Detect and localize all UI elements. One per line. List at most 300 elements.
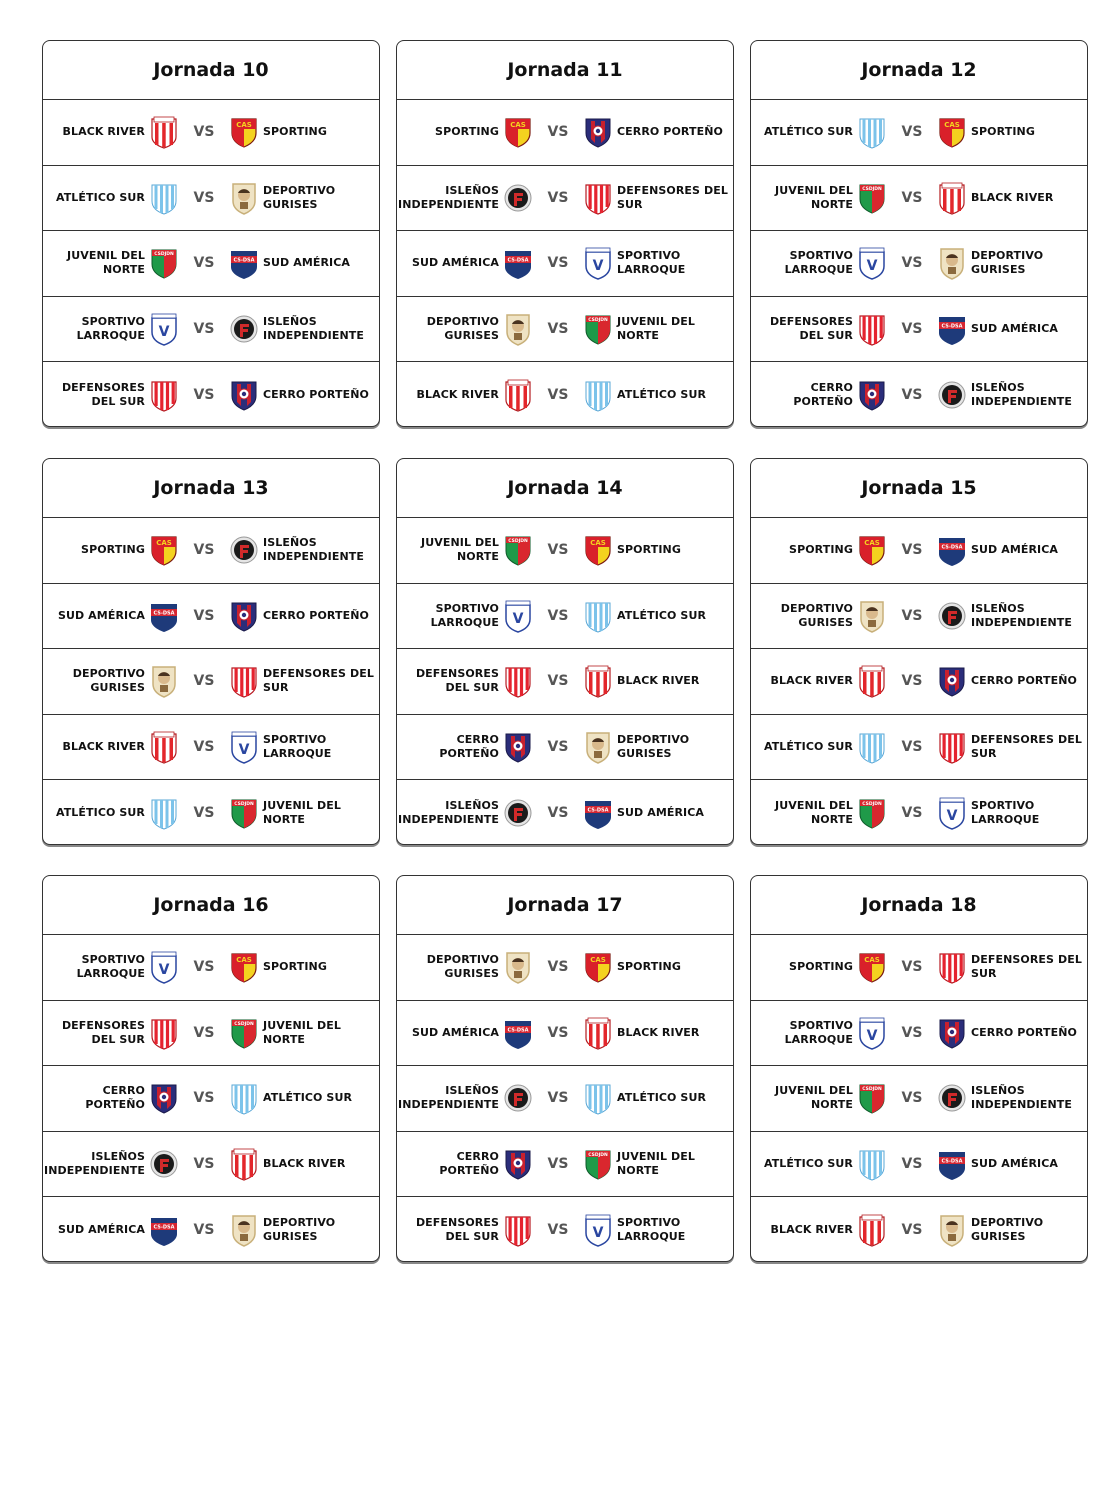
away-team-name: ISLEÑOS INDEPENDIENTE	[971, 1084, 1072, 1112]
sporting-crest-icon	[583, 950, 613, 984]
match-row	[43, 715, 379, 781]
away-team-name: ISLEÑOS INDEPENDIENTE	[263, 536, 364, 564]
defensores-del-sur-crest-icon	[937, 950, 967, 984]
deportivo-gurises-crest-icon	[937, 246, 967, 280]
away-team	[583, 1213, 733, 1247]
match-row	[751, 780, 1087, 845]
home-team	[397, 1081, 533, 1115]
home-team-name: JUVENIL DEL NORTE	[775, 1084, 853, 1112]
home-team-name: SUD AMÉRICA	[57, 1223, 145, 1237]
home-team-name: SPORTIVO LARROQUE	[430, 601, 499, 629]
islenos-independiente-crest-icon	[937, 1081, 967, 1115]
vs-label: VS	[547, 1156, 569, 1173]
islenos-independiente-crest-icon	[229, 533, 259, 567]
black-river-crest-icon	[229, 1147, 259, 1181]
cerro-porteno-crest-icon	[937, 664, 967, 698]
home-team	[751, 664, 887, 698]
away-team-name: CERRO PORTEÑO	[263, 388, 369, 402]
sud-america-crest-icon	[149, 1213, 179, 1247]
vs-label: VS	[547, 542, 569, 559]
away-team	[583, 378, 733, 412]
home-team	[43, 1081, 179, 1115]
vs-label: VS	[547, 255, 569, 272]
round-title: Jornada 12	[751, 41, 1087, 100]
match-row	[43, 780, 379, 845]
home-team-name: ISLEÑOS INDEPENDIENTE	[398, 183, 499, 211]
deportivo-gurises-crest-icon	[937, 1213, 967, 1247]
defensores-del-sur-crest-icon	[937, 730, 967, 764]
vs-label: VS	[193, 124, 215, 141]
home-team-name: SPORTIVO LARROQUE	[76, 953, 145, 981]
home-team	[43, 181, 179, 215]
home-team-name: DEFENSORES DEL SUR	[61, 1018, 145, 1046]
match-row	[397, 1132, 733, 1198]
vs-label: VS	[901, 387, 923, 404]
svg-text:CAS: CAS	[590, 956, 606, 965]
svg-text:CSDJDN: CSDJDN	[862, 1087, 882, 1093]
away-team-name: DEPORTIVO GURISES	[263, 183, 336, 211]
match-row	[397, 362, 733, 427]
home-team	[43, 1147, 179, 1181]
sud-america-crest-icon	[583, 796, 613, 830]
home-team	[751, 1081, 887, 1115]
defensores-del-sur-crest-icon	[583, 181, 613, 215]
juvenil-del-norte-crest-icon	[149, 246, 179, 280]
home-team	[751, 312, 887, 346]
svg-text:CAS: CAS	[590, 539, 606, 548]
vs-label: VS	[547, 607, 569, 624]
away-team	[229, 181, 379, 215]
away-team	[229, 950, 379, 984]
away-team-name: BLACK RIVER	[617, 674, 700, 688]
svg-text:CAS: CAS	[236, 956, 252, 965]
home-team-name: ISLEÑOS INDEPENDIENTE	[44, 1150, 145, 1178]
svg-text:CSDJDN: CSDJDN	[234, 802, 254, 808]
away-team	[937, 1147, 1087, 1181]
away-team-name: DEFENSORES DEL SUR	[971, 953, 1082, 981]
away-team	[583, 796, 733, 830]
round-card	[42, 458, 380, 845]
away-team-name: JUVENIL DEL NORTE	[263, 799, 341, 827]
away-team-name: SPORTING	[617, 960, 681, 974]
vs-label: VS	[901, 1090, 923, 1107]
vs-label: VS	[901, 959, 923, 976]
svg-text:CS-DSA: CS-DSA	[941, 544, 963, 551]
away-team-name: SPORTIVO LARROQUE	[971, 799, 1040, 827]
away-team-name: DEFENSORES DEL SUR	[263, 667, 374, 695]
islenos-independiente-crest-icon	[503, 181, 533, 215]
sporting-crest-icon	[857, 950, 887, 984]
away-team	[937, 246, 1087, 280]
defensores-del-sur-crest-icon	[503, 664, 533, 698]
vs-label: VS	[901, 1024, 923, 1041]
sportivo-larroque-crest-icon	[149, 312, 179, 346]
vs-label: VS	[193, 255, 215, 272]
home-team	[43, 533, 179, 567]
cerro-porteno-crest-icon	[149, 1081, 179, 1115]
black-river-crest-icon	[857, 664, 887, 698]
home-team-name: DEFENSORES DEL SUR	[769, 315, 853, 343]
home-team	[751, 115, 887, 149]
round-card	[750, 458, 1088, 845]
sporting-crest-icon	[857, 533, 887, 567]
juvenil-del-norte-crest-icon	[857, 1081, 887, 1115]
match-row	[397, 935, 733, 1001]
vs-label: VS	[901, 739, 923, 756]
away-team-name: SUD AMÉRICA	[617, 806, 705, 820]
cerro-porteno-crest-icon	[857, 378, 887, 412]
sportivo-larroque-crest-icon	[503, 599, 533, 633]
home-team-name: CERRO PORTEÑO	[439, 1150, 499, 1178]
vs-label: VS	[547, 321, 569, 338]
black-river-crest-icon	[937, 181, 967, 215]
deportivo-gurises-crest-icon	[149, 664, 179, 698]
sportivo-larroque-crest-icon	[583, 246, 613, 280]
home-team-name: CERRO PORTEÑO	[793, 381, 853, 409]
away-team-name: DEPORTIVO GURISES	[617, 733, 690, 761]
round-card	[396, 458, 734, 845]
match-row	[43, 297, 379, 363]
vs-label: VS	[193, 1090, 215, 1107]
home-team	[397, 378, 533, 412]
match-row	[751, 1197, 1087, 1262]
home-team	[751, 246, 887, 280]
svg-text:CS-DSA: CS-DSA	[233, 258, 255, 265]
match-row	[43, 362, 379, 427]
away-team-name: ISLEÑOS INDEPENDIENTE	[971, 381, 1072, 409]
away-team-name: SUD AMÉRICA	[971, 322, 1059, 336]
away-team	[583, 1016, 733, 1050]
vs-label: VS	[193, 1024, 215, 1041]
away-team	[937, 730, 1087, 764]
black-river-crest-icon	[583, 1016, 613, 1050]
match-row	[751, 1066, 1087, 1132]
home-team-name: BLACK RIVER	[62, 125, 145, 139]
svg-text:CS-DSA: CS-DSA	[153, 1224, 175, 1231]
round-card	[42, 875, 380, 1262]
svg-text:CAS: CAS	[236, 121, 252, 130]
away-team	[229, 246, 379, 280]
svg-text:CSDJDN: CSDJDN	[588, 318, 608, 324]
match-row	[397, 715, 733, 781]
away-team	[229, 312, 379, 346]
svg-text:V: V	[946, 808, 958, 825]
away-team	[229, 796, 379, 830]
home-team-name: DEPORTIVO GURISES	[72, 667, 145, 695]
away-team-name: SUD AMÉRICA	[971, 1157, 1059, 1171]
vs-label: VS	[193, 1156, 215, 1173]
svg-text:V: V	[592, 1225, 604, 1242]
home-team	[43, 115, 179, 149]
home-team-name: DEFENSORES DEL SUR	[415, 667, 499, 695]
away-team-name: SPORTIVO LARROQUE	[617, 249, 686, 277]
vs-label: VS	[901, 255, 923, 272]
match-row	[397, 649, 733, 715]
home-team-name: JUVENIL DEL NORTE	[67, 249, 145, 277]
home-team	[751, 1147, 887, 1181]
svg-text:CSDJDN: CSDJDN	[234, 1021, 254, 1027]
home-team	[43, 599, 179, 633]
match-row	[751, 362, 1087, 427]
round-title: Jornada 10	[43, 41, 379, 100]
home-team	[397, 1147, 533, 1181]
sporting-crest-icon	[229, 950, 259, 984]
home-team-name: DEPORTIVO GURISES	[780, 601, 853, 629]
vs-label: VS	[193, 321, 215, 338]
home-team-name: ATLÉTICO SUR	[55, 190, 145, 204]
svg-text:CSDJDN: CSDJDN	[588, 1153, 608, 1159]
home-team-name: ATLÉTICO SUR	[763, 1157, 853, 1171]
home-team-name: BLACK RIVER	[416, 388, 499, 402]
home-team	[751, 796, 887, 830]
cerro-porteno-crest-icon	[937, 1016, 967, 1050]
vs-label: VS	[193, 805, 215, 822]
vs-label: VS	[901, 1156, 923, 1173]
home-team	[43, 1213, 179, 1247]
away-team-name: CERRO PORTEÑO	[971, 1025, 1077, 1039]
match-row	[397, 1066, 733, 1132]
match-row	[43, 100, 379, 166]
juvenil-del-norte-crest-icon	[857, 796, 887, 830]
match-row	[397, 231, 733, 297]
away-team	[229, 533, 379, 567]
home-team	[751, 378, 887, 412]
home-team-name: SPORTING	[435, 125, 499, 139]
svg-text:CAS: CAS	[156, 539, 172, 548]
vs-label: VS	[193, 387, 215, 404]
match-row	[397, 780, 733, 845]
sud-america-crest-icon	[937, 533, 967, 567]
round-title: Jornada 18	[751, 876, 1087, 935]
home-team	[751, 1016, 887, 1050]
svg-text:V: V	[866, 258, 878, 275]
away-team	[229, 664, 379, 698]
sud-america-crest-icon	[937, 312, 967, 346]
match-row	[43, 518, 379, 584]
defensores-del-sur-crest-icon	[229, 664, 259, 698]
home-team	[43, 378, 179, 412]
home-team	[751, 1213, 887, 1247]
home-team	[397, 246, 533, 280]
home-team-name: SPORTING	[789, 960, 853, 974]
home-team	[751, 950, 887, 984]
deportivo-gurises-crest-icon	[503, 950, 533, 984]
svg-text:CS-DSA: CS-DSA	[941, 323, 963, 330]
match-row	[751, 231, 1087, 297]
away-team	[229, 1081, 379, 1115]
round-card	[42, 40, 380, 427]
match-row	[397, 518, 733, 584]
islenos-independiente-crest-icon	[937, 378, 967, 412]
deportivo-gurises-crest-icon	[229, 181, 259, 215]
sportivo-larroque-crest-icon	[857, 246, 887, 280]
home-team	[397, 1016, 533, 1050]
away-team-name: DEFENSORES DEL SUR	[617, 183, 728, 211]
away-team	[937, 1081, 1087, 1115]
home-team	[43, 730, 179, 764]
away-team	[937, 115, 1087, 149]
vs-label: VS	[901, 321, 923, 338]
defensores-del-sur-crest-icon	[149, 1016, 179, 1050]
svg-text:CSDJDN: CSDJDN	[862, 186, 882, 192]
svg-text:CAS: CAS	[864, 956, 880, 965]
home-team	[397, 950, 533, 984]
match-row	[751, 1001, 1087, 1067]
away-team-name: SPORTING	[971, 125, 1035, 139]
home-team-name: SPORTING	[789, 543, 853, 557]
away-team-name: SUD AMÉRICA	[971, 543, 1059, 557]
deportivo-gurises-crest-icon	[503, 312, 533, 346]
svg-text:V: V	[512, 610, 524, 627]
away-team-name: BLACK RIVER	[617, 1025, 700, 1039]
away-team	[937, 312, 1087, 346]
home-team	[43, 950, 179, 984]
match-row	[751, 100, 1087, 166]
match-row	[43, 935, 379, 1001]
vs-label: VS	[901, 124, 923, 141]
sportivo-larroque-crest-icon	[583, 1213, 613, 1247]
away-team	[229, 115, 379, 149]
away-team	[229, 1016, 379, 1050]
match-row	[43, 1197, 379, 1262]
round-title: Jornada 13	[43, 459, 379, 518]
vs-label: VS	[547, 959, 569, 976]
atletico-sur-crest-icon	[583, 378, 613, 412]
away-team	[583, 115, 733, 149]
home-team-name: CERRO PORTEÑO	[439, 733, 499, 761]
deportivo-gurises-crest-icon	[583, 730, 613, 764]
home-team	[397, 664, 533, 698]
home-team	[751, 533, 887, 567]
away-team-name: ATLÉTICO SUR	[617, 608, 707, 622]
vs-label: VS	[547, 1024, 569, 1041]
round-title: Jornada 16	[43, 876, 379, 935]
deportivo-gurises-crest-icon	[857, 599, 887, 633]
sud-america-crest-icon	[229, 246, 259, 280]
vs-label: VS	[547, 1090, 569, 1107]
home-team-name: BLACK RIVER	[62, 740, 145, 754]
juvenil-del-norte-crest-icon	[503, 533, 533, 567]
away-team-name: ATLÉTICO SUR	[617, 388, 707, 402]
match-row	[43, 649, 379, 715]
match-row	[751, 715, 1087, 781]
away-team	[937, 533, 1087, 567]
svg-text:CAS: CAS	[944, 121, 960, 130]
round-card	[750, 875, 1088, 1262]
svg-text:CSDJDN: CSDJDN	[862, 802, 882, 808]
cerro-porteno-crest-icon	[583, 115, 613, 149]
away-team	[583, 730, 733, 764]
cerro-porteno-crest-icon	[503, 1147, 533, 1181]
vs-label: VS	[193, 542, 215, 559]
match-row	[751, 166, 1087, 232]
round-title: Jornada 15	[751, 459, 1087, 518]
home-team	[43, 246, 179, 280]
atletico-sur-crest-icon	[583, 599, 613, 633]
sportivo-larroque-crest-icon	[149, 950, 179, 984]
sportivo-larroque-crest-icon	[857, 1016, 887, 1050]
home-team	[397, 796, 533, 830]
match-row	[397, 584, 733, 650]
islenos-independiente-crest-icon	[503, 1081, 533, 1115]
match-row	[43, 1132, 379, 1198]
away-team	[229, 599, 379, 633]
round-card	[396, 40, 734, 427]
away-team	[937, 950, 1087, 984]
juvenil-del-norte-crest-icon	[857, 181, 887, 215]
home-team	[751, 730, 887, 764]
away-team	[229, 730, 379, 764]
vs-label: VS	[901, 1222, 923, 1239]
vs-label: VS	[547, 189, 569, 206]
away-team-name: ATLÉTICO SUR	[617, 1091, 707, 1105]
svg-text:V: V	[158, 962, 170, 979]
away-team	[937, 1213, 1087, 1247]
vs-label: VS	[193, 673, 215, 690]
home-team-name: DEFENSORES DEL SUR	[61, 381, 145, 409]
islenos-independiente-crest-icon	[503, 796, 533, 830]
svg-text:V: V	[592, 258, 604, 275]
match-row	[43, 166, 379, 232]
home-team	[397, 181, 533, 215]
defensores-del-sur-crest-icon	[857, 312, 887, 346]
home-team	[397, 730, 533, 764]
round-title: Jornada 11	[397, 41, 733, 100]
defensores-del-sur-crest-icon	[503, 1213, 533, 1247]
svg-text:CS-DSA: CS-DSA	[507, 258, 529, 265]
juvenil-del-norte-crest-icon	[583, 312, 613, 346]
vs-label: VS	[901, 805, 923, 822]
away-team	[583, 533, 733, 567]
away-team	[229, 1147, 379, 1181]
match-row	[751, 297, 1087, 363]
away-team-name: BLACK RIVER	[971, 190, 1054, 204]
sud-america-crest-icon	[149, 599, 179, 633]
away-team	[583, 1147, 733, 1181]
match-row	[43, 231, 379, 297]
away-team-name: ATLÉTICO SUR	[263, 1091, 353, 1105]
svg-text:CSDJDN: CSDJDN	[508, 539, 528, 545]
juvenil-del-norte-crest-icon	[229, 796, 259, 830]
atletico-sur-crest-icon	[583, 1081, 613, 1115]
match-row	[397, 1197, 733, 1262]
home-team-name: ISLEÑOS INDEPENDIENTE	[398, 799, 499, 827]
svg-text:CS-DSA: CS-DSA	[941, 1158, 963, 1165]
away-team-name: DEPORTIVO GURISES	[263, 1216, 336, 1244]
away-team	[937, 599, 1087, 633]
atletico-sur-crest-icon	[857, 730, 887, 764]
away-team	[583, 664, 733, 698]
round-title: Jornada 14	[397, 459, 733, 518]
sud-america-crest-icon	[503, 1016, 533, 1050]
home-team-name: SUD AMÉRICA	[57, 608, 145, 622]
defensores-del-sur-crest-icon	[149, 378, 179, 412]
vs-label: VS	[193, 1222, 215, 1239]
home-team-name: BLACK RIVER	[770, 1223, 853, 1237]
match-row	[397, 100, 733, 166]
away-team-name: SUD AMÉRICA	[263, 256, 351, 270]
juvenil-del-norte-crest-icon	[583, 1147, 613, 1181]
match-row	[43, 584, 379, 650]
away-team-name: SPORTING	[263, 125, 327, 139]
vs-label: VS	[193, 959, 215, 976]
home-team-name: SPORTIVO LARROQUE	[784, 249, 853, 277]
black-river-crest-icon	[583, 664, 613, 698]
islenos-independiente-crest-icon	[937, 599, 967, 633]
match-row	[43, 1066, 379, 1132]
sporting-crest-icon	[503, 115, 533, 149]
vs-label: VS	[901, 542, 923, 559]
